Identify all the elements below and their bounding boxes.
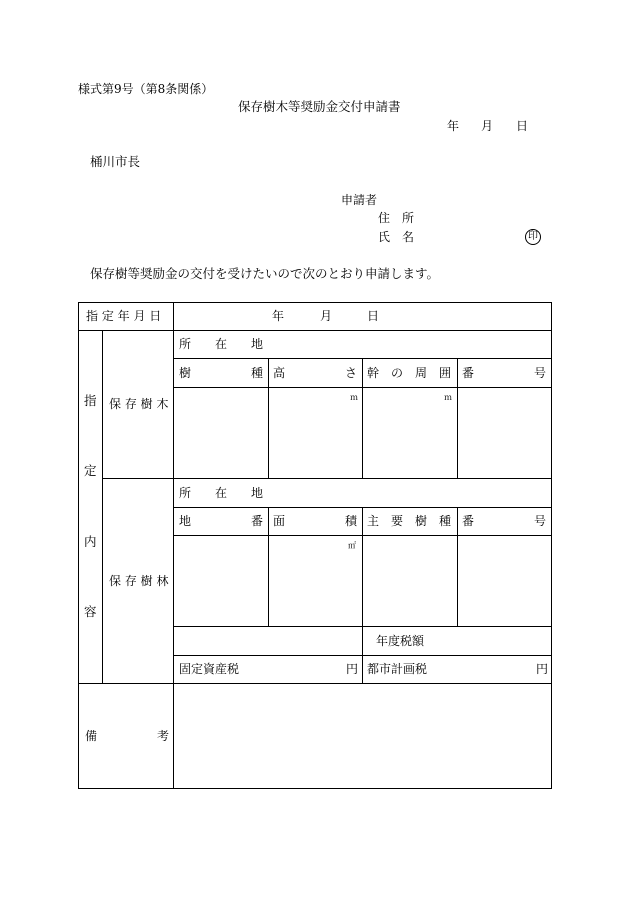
forest-lot-header: 地 番 [179,514,264,528]
form-number: 様式第9号（第8条関係） [78,82,214,96]
city-planning-tax-label: 都市計画税 [367,662,428,676]
designation-date-label: 指 定 年 月 日 [86,309,162,323]
header-year: 年 [447,119,460,133]
applicant-label: 申請者 [341,193,378,207]
seal-icon: 印 [525,229,541,245]
document-title: 保存樹木等奨励金交付申請書 [238,99,401,114]
fixed-asset-tax-unit: 円 [346,662,359,676]
applicant-name-label: 氏 名 [378,230,415,244]
tree-height-unit: ｍ [350,393,358,402]
header-month: 月 [481,119,494,133]
remarks-field[interactable] [175,685,550,787]
fixed-asset-tax-label: 固定資産税 [179,662,240,676]
forest-location-label: 所 在 地 [179,486,264,500]
designation-date-field[interactable] [175,304,550,329]
tree-location-field[interactable] [270,332,550,357]
tree-circumference-header: 幹 の 周 囲 [367,366,452,380]
header-day: 日 [516,119,529,133]
tree-species-header: 樹 種 [179,366,264,380]
designation-date-month: 月 [320,309,333,323]
tree-location-label: 所 在 地 [179,337,264,351]
applicant-address-label: 住 所 [378,211,415,225]
forest-area-unit: ㎡ [348,541,356,550]
protected-forest-label: 保 存 樹 林 [109,574,169,588]
addressee: 桶川市長 [90,154,141,169]
designation-content-char: 定 [84,463,97,478]
forest-area-header: 面 積 [273,514,358,528]
remarks-label-right: 考 [157,729,170,743]
tax-amount-header: 年度税額 [376,634,425,648]
designation-date-day: 日 [367,309,380,323]
intro-text: 保存樹等奨励金の交付を受けたいので次のとおり申請します。 [90,266,440,281]
remarks-label-left: 備 [85,729,98,743]
forest-main-species-header: 主 要 樹 種 [367,514,452,528]
designation-content-char: 内 [84,534,97,549]
designation-content-char: 容 [84,604,97,619]
forest-number-header: 番 号 [462,514,547,528]
tree-height-header: 高 さ [273,366,358,380]
forest-location-field[interactable] [270,480,550,506]
designation-date-year: 年 [272,309,285,323]
designation-content-char: 指 [84,393,97,408]
protected-tree-label: 保 存 樹 木 [109,397,169,411]
tree-circumference-unit: ｍ [444,393,452,402]
city-planning-tax-unit: 円 [536,662,549,676]
tree-number-header: 番 号 [462,366,547,380]
